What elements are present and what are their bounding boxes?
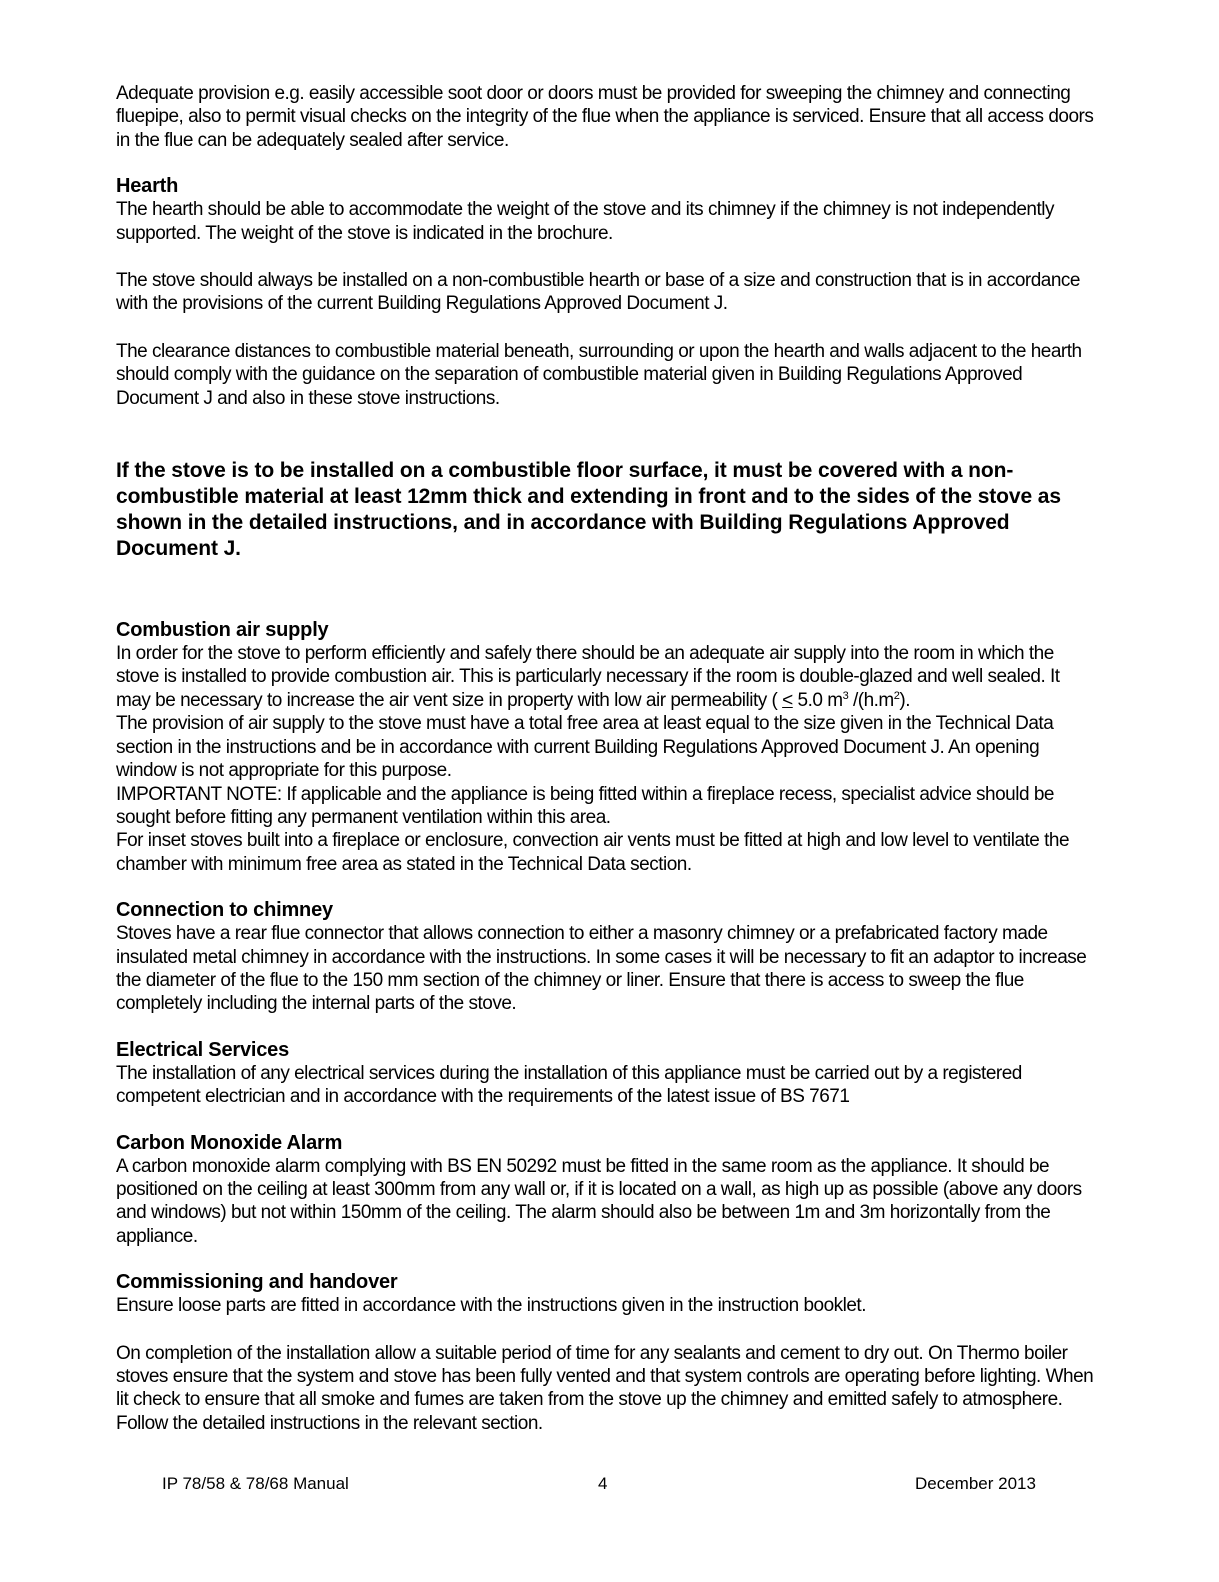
chimney-paragraph: Stoves have a rear flue connector that allows connection to either a masonry chimney or a prefabricated factory made insulated metal chimney in accordance with the instructions. In some cases it will be necessary to fit an adaptor to increase the diameter of the flue to the 150 mm section of the chimney or liner. Ensure that there is access to sweep the flue completely including the internal parts of the stove. (116, 923, 1087, 1015)
combustion-heading: Combustion air supply (116, 619, 329, 642)
hearth-paragraph-2: The stove should always be installed on a non-combustible hearth or base of a size and construction that is in accordance with the provisions of the current Building Regulations Approved Document J. (116, 270, 1080, 315)
permeability-value: 5.0 m (792, 689, 843, 711)
electrical-paragraph: The installation of any electrical services during the installation of this appliance must be carried out by a registered competent electrician and in accordance with the requirements of the latest issue of BS 7671 (116, 1062, 1022, 1108)
less-equal-symbol: < (782, 689, 793, 711)
combustible-floor-warning: If the stove is to be installed on a combustible floor surface, it must be covered with a non-combustible material at least 12mm thick and extending in front and to the sides of the stove as shown in the detailed instructions, and in accordance with Building Regulations Approved Document J. (116, 459, 1061, 561)
page-content (116, 82, 1096, 1435)
commissioning-paragraph-2: On completion of the installation allow a suitable period of time for any sealants and cement to dry out. On Thermo boiler stoves ensure that the system and stove has been fully vented and that system controls are operating before lighting. When lit check to ensure that all smoke and fumes are taken from the stove up the chimney and emitted safely to atmosphere. Follow the detailed instructions in the relevant section. (116, 1342, 1094, 1434)
commissioning-heading: Commissioning and handover (116, 1271, 398, 1294)
combustion-text: In order for the stove to perform efficiently and safely there should be an adequate air supply into the room in which the stove is installed to provide combustion air. This is particularly necessary if the room is double-glazed and well sealed. It may be necessary to increase the air vent size in property with low air permeability ( (116, 643, 1060, 711)
commissioning-paragraph-1: Ensure loose parts are fitted in accordance with the instructions given in the instruction booklet. (116, 1295, 866, 1317)
permeability-unit: /(h.m (848, 689, 894, 711)
combustion-paragraph-2: The provision of air supply to the stove must have a total free area at least equal to the size given in the Technical Data section in the instructions and be in accordance with current Building Regulations Approved Document J. An opening window is not appropriate for this purpose. (116, 713, 1054, 782)
hearth-heading: Hearth (116, 175, 179, 198)
superscript-3: 3 (842, 689, 849, 702)
co-alarm-heading: Carbon Monoxide Alarm (116, 1131, 343, 1154)
combustion-important-note: IMPORTANT NOTE: If applicable and the appliance is being fitted within a fireplace recess, specialist advice should be sought before fitting any permanent ventilation within this area. (116, 783, 1054, 828)
hearth-paragraph-1: The hearth should be able to accommodate the weight of the stove and its chimney if the chimney is not independently supported. The weight of the stove is indicated in the brochure. (116, 199, 1054, 244)
page-footer (0, 1473, 1219, 1495)
footer-manual-title: IP 78/58 & 78/68 Manual (162, 1474, 349, 1493)
combustion-paragraph-4: For inset stoves built into a fireplace or enclosure, convection air vents must be fitted at high and low level to ventilate the chamber with minimum free area as stated in the Technical Data section. (116, 830, 1070, 875)
permeability-end: ). (899, 689, 910, 711)
footer-date: December 2013 (915, 1474, 1036, 1493)
superscript-2: 2 (893, 689, 900, 702)
combustion-paragraph-1 (116, 642, 1096, 712)
footer-page-number: 4 (598, 1474, 608, 1493)
hearth-paragraph-3: The clearance distances to combustible material beneath, surrounding or upon the hearth and walls adjacent to the hearth should comply with the guidance on the separation of combustible material given in Building Regulations Approved Document J and also in these stove instructions. (116, 340, 1082, 409)
co-alarm-paragraph: A carbon monoxide alarm complying with BS EN 50292 must be fitted in the same room as the appliance. It should be positioned on the ceiling at least 300mm from any wall or, if it is located on a wall, as high up as possible (above any doors and windows) but not within 150mm of the ceiling. The alarm should also be between 1m and 3m horizontally from the appliance. (116, 1155, 1082, 1247)
electrical-heading: Electrical Services (116, 1038, 289, 1061)
intro-paragraph: Adequate provision e.g. easily accessible soot door or doors must be provided for sweeping the chimney and connecting fluepipe, also to permit visual checks on the integrity of the flue when the appliance is serviced. Ensure that all access doors in the flue can be adequately sealed after service. (116, 83, 1094, 151)
chimney-heading: Connection to chimney (116, 899, 333, 922)
